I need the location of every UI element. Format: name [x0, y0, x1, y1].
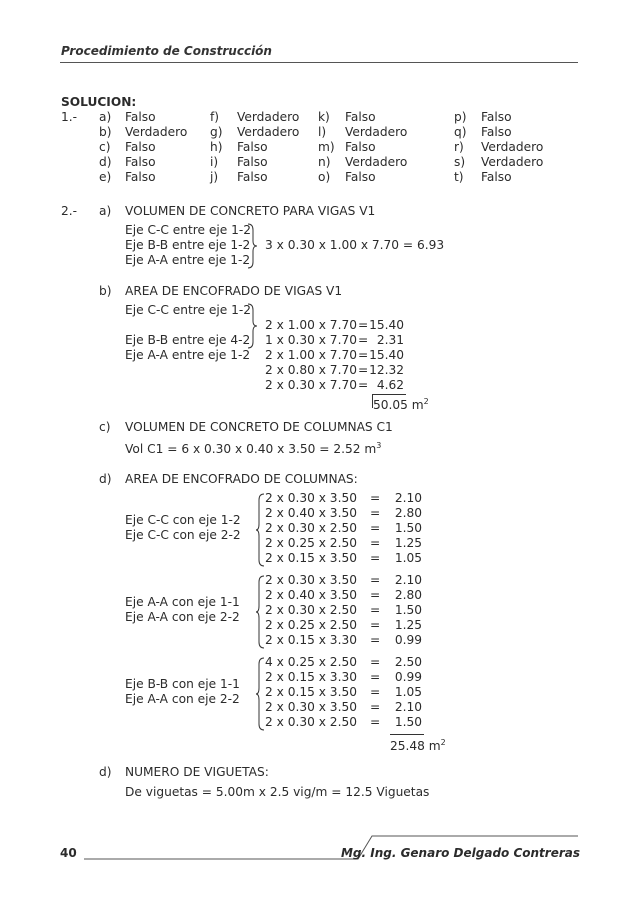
- q1-item-letter: p): [454, 110, 467, 124]
- q2b-title: AREA DE ENCOFRADO DE VIGAS V1: [125, 284, 343, 298]
- q2d-row-value: 2.10: [394, 700, 422, 714]
- q2b-row-equals: =: [358, 333, 369, 347]
- q1-item-letter: e): [99, 170, 112, 184]
- q2a-brace: [245, 222, 259, 270]
- q1-item-answer: Falso: [237, 170, 268, 184]
- q2d-row-expression: 4 x 0.25 x 2.50: [265, 655, 357, 669]
- solucion-heading: SOLUCION:: [61, 95, 137, 109]
- q1-item-answer: Falso: [345, 170, 376, 184]
- q2d-row-equals: =: [370, 715, 381, 729]
- q1-item-letter: l): [318, 125, 327, 139]
- q1-item-letter: m): [318, 140, 335, 154]
- q1-number: 1.-: [61, 110, 78, 124]
- q2d-row-expression: 2 x 0.40 x 3.50: [265, 506, 357, 520]
- q2c-title: VOLUMEN DE CONCRETO DE COLUMNAS C1: [125, 420, 393, 434]
- q2d-row-value: 2.10: [394, 491, 422, 505]
- q2d-group-label: Eje A-A con eje 2-2: [125, 692, 240, 706]
- q2c-letter: c): [99, 420, 111, 434]
- q2d-row-expression: 2 x 0.30 x 2.50: [265, 603, 357, 617]
- q2a-formula: 3 x 0.30 x 1.00 x 7.70 = 6.93: [265, 238, 445, 252]
- q2d-row-equals: =: [370, 603, 381, 617]
- q2b-row-expression: 2 x 0.30 x 7.70: [265, 378, 357, 392]
- q2d-row-value: 2.50: [394, 655, 422, 669]
- q2a-label-1: Eje C-C entre eje 1-2: [125, 223, 252, 237]
- q1-item-letter: b): [99, 125, 112, 139]
- q2d-row-equals: =: [370, 506, 381, 520]
- q2d-row-equals: =: [370, 551, 381, 565]
- q1-item-answer: Verdadero: [481, 140, 544, 154]
- q2-number: 2.-: [61, 204, 78, 218]
- header-rule: [60, 62, 578, 63]
- q2b-sum-line: [372, 394, 406, 395]
- q1-item-answer: Falso: [345, 110, 376, 124]
- q2d-row-equals: =: [370, 588, 381, 602]
- q2d-row-equals: =: [370, 491, 381, 505]
- q2b-total: 50.05 $m^2$: [373, 397, 429, 413]
- q2e-formula: De viguetas = 5.00m x 2.5 vig/m = 12.5 Viguetas: [125, 785, 430, 799]
- q2d-row-equals: =: [370, 618, 381, 632]
- q1-item-letter: c): [99, 140, 111, 154]
- q2d-row-value: 1.25: [394, 536, 422, 550]
- page-number: 40: [60, 846, 77, 860]
- q2d-row-expression: 2 x 0.15 x 3.50: [265, 551, 357, 565]
- q2e-title: NUMERO DE VIGUETAS:: [125, 765, 269, 779]
- q1-item-letter: q): [454, 125, 467, 139]
- q1-item-answer: Falso: [125, 110, 156, 124]
- q1-item-answer: Falso: [125, 140, 156, 154]
- q1-item-letter: k): [318, 110, 330, 124]
- q2d-total: 25.48 $m^2$: [390, 738, 446, 754]
- q2e-letter: d): [99, 765, 112, 779]
- q2d-row-expression: 2 x 0.40 x 3.50: [265, 588, 357, 602]
- q1-item-letter: i): [210, 155, 219, 169]
- q1-item-letter: o): [318, 170, 331, 184]
- q1-item-answer: Falso: [481, 110, 512, 124]
- q2b-row-value: 12.32: [369, 363, 404, 377]
- q2b-row-value: 15.40: [369, 348, 404, 362]
- q2d-row-expression: 2 x 0.30 x 2.50: [265, 521, 357, 535]
- q2d-group-label: Eje A-A con eje 2-2: [125, 610, 240, 624]
- q2b-row-expression: 2 x 0.80 x 7.70: [265, 363, 357, 377]
- q2a-title: VOLUMEN DE CONCRETO PARA VIGAS V1: [125, 204, 376, 218]
- q2d-group-label: Eje C-C con eje 2-2: [125, 528, 241, 542]
- q1-item-letter: s): [454, 155, 466, 169]
- q2d-row-expression: 2 x 0.15 x 3.30: [265, 633, 357, 647]
- q2d-group-label: Eje A-A con eje 1-1: [125, 595, 240, 609]
- q2d-row-equals: =: [370, 633, 381, 647]
- q1-item-letter: a): [99, 110, 112, 124]
- q1-item-letter: r): [454, 140, 464, 154]
- page-header-title: Procedimiento de Construcción: [61, 44, 272, 58]
- q2d-row-equals: =: [370, 685, 381, 699]
- q2d-row-value: 1.50: [394, 603, 422, 617]
- q1-item-letter: t): [454, 170, 464, 184]
- q1-item-letter: n): [318, 155, 331, 169]
- q2d-row-equals: =: [370, 521, 381, 535]
- q2d-row-value: 1.25: [394, 618, 422, 632]
- q2c-formula: Vol C1 = 6 x 0.30 x 0.40 x 3.50 = 2.52 $m^3$: [125, 441, 382, 457]
- q2d-row-value: 1.50: [394, 715, 422, 729]
- q2d-row-equals: =: [370, 536, 381, 550]
- q1-item-letter: j): [210, 170, 219, 184]
- q2b-label-2: Eje B-B entre eje 4-2: [125, 333, 251, 347]
- q2d-row-equals: =: [370, 573, 381, 587]
- q2b-row-expression: 1 x 0.30 x 7.70: [265, 333, 357, 347]
- q1-item-answer: Verdadero: [345, 125, 408, 139]
- q2b-row-expression: 2 x 1.00 x 7.70: [265, 348, 357, 362]
- q1-item-answer: Falso: [345, 140, 376, 154]
- q2b-row-expression: 2 x 1.00 x 7.70: [265, 318, 357, 332]
- q2d-row-expression: 2 x 0.15 x 3.30: [265, 670, 357, 684]
- q1-item-letter: g): [210, 125, 223, 139]
- q2b-row-value: 2.31: [376, 333, 404, 347]
- q2d-group-label: Eje C-C con eje 1-2: [125, 513, 241, 527]
- q2a-label-3: Eje A-A entre eje 1-2: [125, 253, 251, 267]
- q2d-row-value: 1.05: [394, 685, 422, 699]
- q2d-row-expression: 2 x 0.30 x 3.50: [265, 700, 357, 714]
- q2d-row-expression: 2 x 0.30 x 3.50: [265, 573, 357, 587]
- q2d-group-label: Eje B-B con eje 1-1: [125, 677, 240, 691]
- q2d-row-value: 1.50: [394, 521, 422, 535]
- q2d-row-equals: =: [370, 700, 381, 714]
- q1-item-answer: Falso: [237, 155, 268, 169]
- q2a-letter: a): [99, 204, 112, 218]
- q2b-letter: b): [99, 284, 112, 298]
- q1-item-answer: Falso: [125, 155, 156, 169]
- q2a-label-2: Eje B-B entre eje 1-2: [125, 238, 251, 252]
- q2d-row-expression: 2 x 0.25 x 2.50: [265, 618, 357, 632]
- q1-item-letter: f): [210, 110, 220, 124]
- q2d-row-value: 2.80: [394, 506, 422, 520]
- q2d-row-equals: =: [370, 655, 381, 669]
- q2d-row-expression: 2 x 0.15 x 3.50: [265, 685, 357, 699]
- q2d-row-expression: 2 x 0.30 x 2.50: [265, 715, 357, 729]
- q2d-row-value: 2.10: [394, 573, 422, 587]
- q2d-row-value: 0.99: [394, 633, 422, 647]
- q2d-row-equals: =: [370, 670, 381, 684]
- q1-item-letter: d): [99, 155, 112, 169]
- q2b-label-3: Eje A-A entre eje 1-2: [125, 348, 251, 362]
- q2d-row-expression: 2 x 0.25 x 2.50: [265, 536, 357, 550]
- q2d-row-expression: 2 x 0.30 x 3.50: [265, 491, 357, 505]
- q2d-sum-line: [390, 734, 424, 735]
- q1-item-answer: Falso: [481, 170, 512, 184]
- q2d-row-value: 2.80: [394, 588, 422, 602]
- q2b-row-equals: =: [358, 318, 369, 332]
- footer-author: Mg. Ing. Genaro Delgado Contreras: [340, 846, 580, 860]
- q2b-label-1: Eje C-C entre eje 1-2: [125, 303, 252, 317]
- q2d-row-value: 1.05: [394, 551, 422, 565]
- q1-item-answer: Falso: [125, 170, 156, 184]
- q1-item-answer: Verdadero: [125, 125, 188, 139]
- q1-item-answer: Falso: [237, 140, 268, 154]
- q1-item-answer: Falso: [481, 125, 512, 139]
- q2b-row-value: 15.40: [369, 318, 404, 332]
- q2b-row-equals: =: [358, 348, 369, 362]
- q1-item-answer: Verdadero: [345, 155, 408, 169]
- q1-item-answer: Verdadero: [237, 110, 300, 124]
- q1-item-answer: Verdadero: [481, 155, 544, 169]
- q1-item-answer: Verdadero: [237, 125, 300, 139]
- q2b-row-equals: =: [358, 363, 369, 377]
- q1-item-letter: h): [210, 140, 223, 154]
- q2d-title: AREA DE ENCOFRADO DE COLUMNAS:: [125, 472, 358, 486]
- q2b-row-value: 4.62: [376, 378, 404, 392]
- q2b-row-equals: =: [358, 378, 369, 392]
- q2d-row-value: 0.99: [394, 670, 422, 684]
- q2d-letter: d): [99, 472, 112, 486]
